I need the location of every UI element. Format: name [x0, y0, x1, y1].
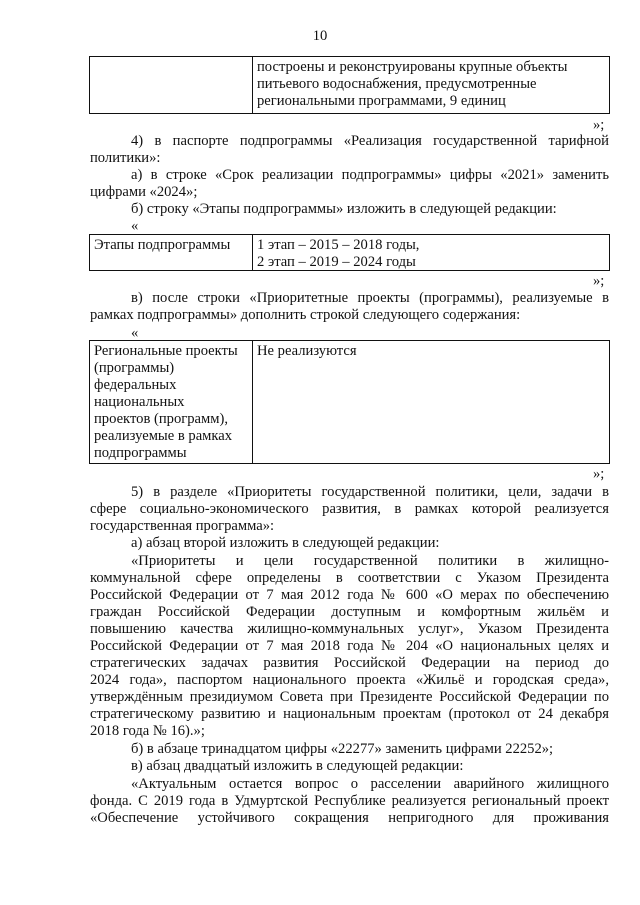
- item-4-line: политики»:: [90, 150, 161, 166]
- paragraph-line: Российской Федерации от 7 мая 2018 года № 204 «О национальных целях и: [90, 638, 609, 654]
- paragraph-line: 2024 года», паспортом национального проекта «Жильё и городская среда»,: [90, 672, 609, 688]
- stage-2: 2 этап – 2019 – 2024 годы: [257, 254, 416, 270]
- closing-quote-mark: »;: [593, 117, 605, 133]
- table-divider: [252, 234, 253, 271]
- item-4a-line: цифрами «2024»;: [90, 184, 198, 200]
- row-label-line: федеральных: [94, 377, 177, 393]
- paragraph-line: утверждённым президиумом Совета при Президенте Российской Федерации по: [90, 689, 609, 705]
- table-cell-line: построены и реконструированы крупные объекты: [257, 59, 568, 75]
- item-b2-line: б) в абзаце тринадцатом цифры «22277» заменить цифрами 22252»;: [131, 741, 554, 757]
- paragraph-line: фонда. С 2019 года в Удмуртской Республике реализуется региональный проект: [90, 793, 609, 809]
- table-cell-line: питьевого водоснабжения, предусмотренные: [257, 76, 537, 92]
- row-label-line: проектов (программ),: [94, 411, 228, 427]
- paragraph-line: стратегических задачах развития Российской Федерации на период до: [90, 655, 609, 671]
- item-5-line: государственная программа»:: [90, 518, 275, 534]
- paragraph-line: «Приоритеты и цели государственной политики в жилищно-: [131, 553, 609, 569]
- item-5a-line: а) абзац второй изложить в следующей редакции:: [131, 535, 440, 551]
- row-label-line: Региональные проекты: [94, 343, 238, 359]
- item-4a-line: а) в строке «Срок реализации подпрограммы» цифры «2021» заменить: [131, 167, 609, 183]
- paragraph-line: «Актуальным остается вопрос о расселении аварийного жилищного: [131, 776, 609, 792]
- row-label-line: национальных: [94, 394, 185, 410]
- opening-quote-mark: «: [131, 325, 139, 341]
- row-label-line: (программы): [94, 360, 175, 376]
- paragraph-line: повышению качества жилищно-коммунальных услуг», Указом Президента: [90, 621, 609, 637]
- row-label-line: реализуемые в рамках: [94, 428, 233, 444]
- stage-1: 1 этап – 2015 – 2018 годы,: [257, 237, 420, 253]
- paragraph-line: «Обеспечение устойчивого сокращения непригодного для проживания: [90, 810, 609, 826]
- row-label-line: подпрограммы: [94, 445, 187, 461]
- item-4b-line: б) строку «Этапы подпрограммы» изложить в следующей редакции:: [131, 201, 557, 217]
- row-value: Не реализуются: [257, 343, 357, 359]
- paragraph-line: Российской Федерации от 7 мая 2012 года № 600 «О мерах по обеспечению: [90, 587, 609, 603]
- item-v2-line: в) абзац двадцатый изложить в следующей редакции:: [131, 758, 464, 774]
- item-4-line: 4) в паспорте подпрограммы «Реализация государственной тарифной: [131, 133, 609, 149]
- paragraph-line: коммунальной сфере определены в соответствии с Указом Президента: [90, 570, 609, 586]
- opening-quote-mark: «: [131, 218, 139, 234]
- item-5-line: 5) в разделе «Приоритеты государственной политики, цели, задачи в: [131, 484, 609, 500]
- item-v-line: рамках подпрограммы» дополнить строкой следующего содержания:: [90, 307, 521, 323]
- table-divider: [252, 56, 253, 114]
- paragraph-line: граждан Российской Федерации доступным и комфортным жильём и: [90, 604, 609, 620]
- paragraph-line: стратегическому развитию и национальным проектам (протокол от 24 декабря: [90, 706, 609, 722]
- table-divider: [252, 340, 253, 464]
- item-v-line: в) после строки «Приоритетные проекты (программы), реализуемые в: [131, 290, 609, 306]
- paragraph-line: 2018 года № 16).»;: [90, 723, 205, 739]
- closing-quote-mark: »;: [593, 273, 605, 289]
- table-cell-line: региональными программами, 9 единиц: [257, 93, 506, 109]
- item-5-line: сфере социально-экономического развития, в рамках которой реализуется: [90, 501, 609, 517]
- closing-quote-mark: »;: [593, 466, 605, 482]
- stages-label: Этапы подпрограммы: [94, 237, 231, 253]
- page-number: 10: [312, 28, 328, 44]
